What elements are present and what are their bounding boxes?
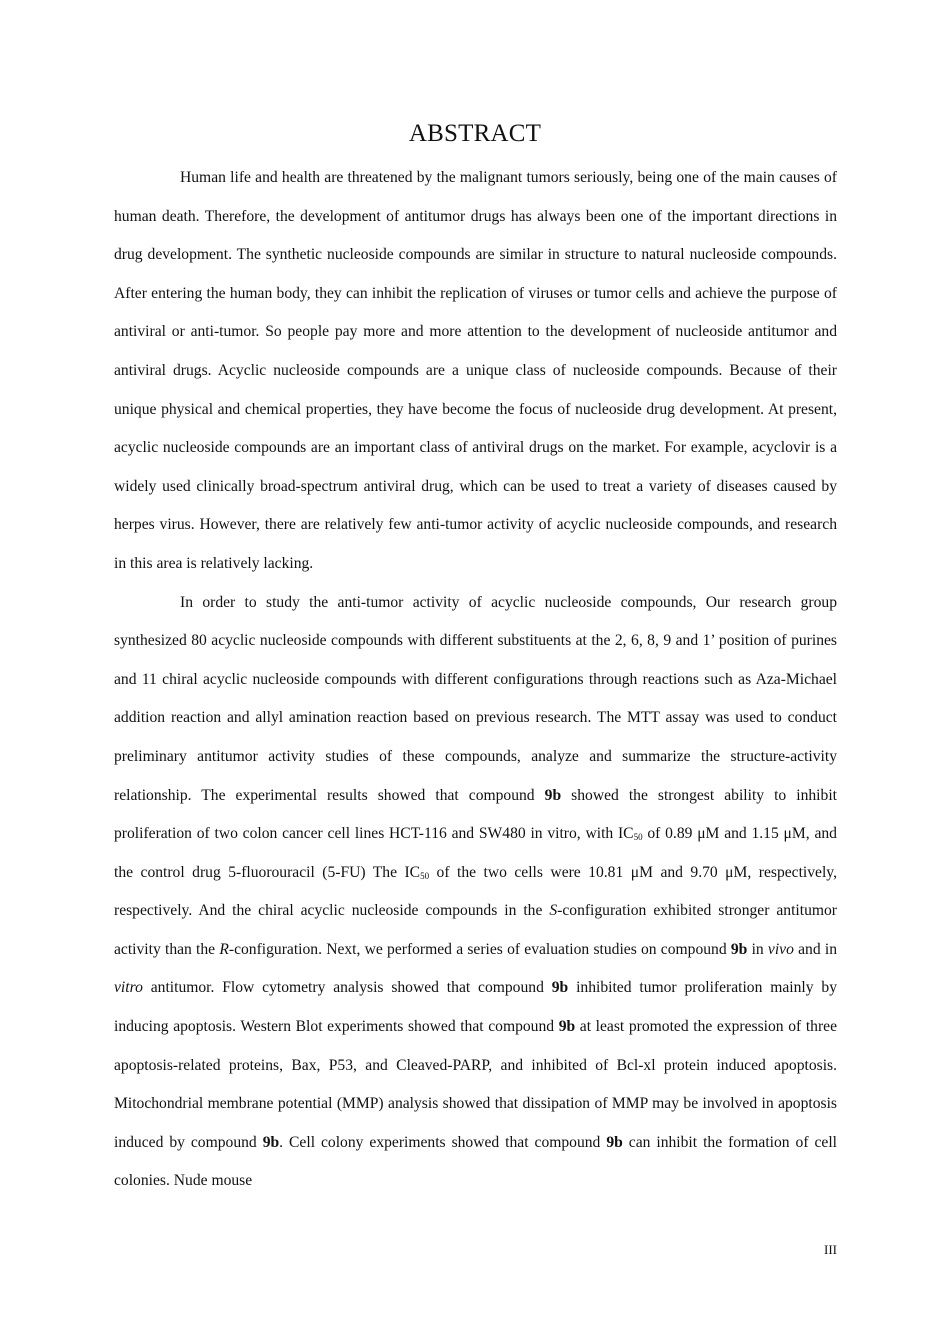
compound-label: 9b [544, 786, 562, 804]
subscript: 50 [420, 870, 430, 881]
compound-label: 9b [730, 940, 748, 958]
text-run: In order to study the anti-tumor activity of acyclic nucleoside compounds, Our research group synthesized 80 acyclic nucleoside compounds with different substituents at the 2, 6, 8, 9 and 1’ position of purines and 11 chiral acyclic nucleoside compounds with different configurations through reactions such as Aza-Michael addition reaction and allyl amination reaction based on previous research. The MTT assay was used to conduct preliminary antitumor activity studies of these compounds, analyze and summarize the structure-activity relationship. The experimental results showed that compound [114, 593, 837, 804]
abstract-paragraph [114, 159, 837, 584]
compound-label: 9b [558, 1018, 576, 1036]
text-run: in [747, 940, 768, 958]
abstract-paragraph [114, 584, 837, 1202]
italic-text: R [219, 940, 229, 958]
text-run: can inhibit the formation of cell colonies. Nude mouse [114, 1133, 838, 1190]
text-run: antitumor. Flow cytometry analysis showed that compound [142, 979, 552, 997]
text-run: of 0.89 μM and 1.15 μM, and the control drug 5-fluorouracil (5-FU) The IC [114, 825, 837, 881]
compound-label: 9b [262, 1133, 280, 1151]
subscript: 50 [633, 832, 643, 843]
text-run: Human life and health are threatened by the malignant tumors seriously, being one of the main causes of human death. Therefore, the development of antitumor drugs has always been one of the important directions in drug development. The synthetic nucleoside compounds are similar in structure to natural nucleoside compounds. After entering the human body, they can inhibit the replication of viruses or tumor cells and achieve the purpose of antiviral or anti-tumor. So people pay more and more attention to the development of nucleoside antitumor and antiviral drugs. Acyclic nucleoside compounds are a unique class of nucleoside compounds. Because of their unique physical and chemical properties, they have become the focus of nucleoside drug development. At present, acyclic nucleoside compounds are an important class of antiviral drugs on the market. For example, acyclovir is a widely used clinically broad-spectrum antiviral drug, which can be used to treat a variety of diseases caused by herpes virus. However, there are relatively few anti-tumor activity of acyclic nucleoside compounds, and research in this area is relatively lacking. [114, 169, 837, 572]
text-run: of the two cells were 10.81 μM and 9.70 μM, respectively, respectively. And the chiral acyclic nucleoside compounds in the [114, 863, 837, 920]
text-run: at least promoted the expression of three apoptosis-related proteins, Bax, P53, and Cleaved-PARP, and inhibited of Bcl-xl protein induced apoptosis. Mitochondrial membrane potential (MMP) analysis showed that dissipation of MMP may be involved in apoptosis induced by compound [114, 1018, 837, 1151]
text-run: . Cell colony experiments showed that compound [279, 1133, 607, 1151]
text-run: showed the strongest ability to inhibit proliferation of two colon cancer cell lines HCT-116 and SW480 in vitro, with IC [114, 786, 837, 843]
text-run: and in [793, 940, 837, 958]
italic-text: vitro [114, 979, 143, 997]
text-run: inhibited tumor proliferation mainly by inducing apoptosis. Western Blot experiments showed that compound [114, 979, 837, 1036]
abstract-body [114, 159, 837, 1201]
compound-label: 9b [606, 1133, 623, 1151]
abstract-title: ABSTRACT [408, 120, 542, 147]
compound-label: 9b [551, 979, 569, 997]
italic-text: S [549, 902, 558, 920]
text-run: -configuration exhibited stronger antitumor activity than the [114, 902, 838, 958]
page-number: III [824, 1242, 837, 1257]
italic-text: vivo [767, 940, 794, 958]
text-run: -configuration. Next, we performed a series of evaluation studies on compound [228, 940, 731, 958]
